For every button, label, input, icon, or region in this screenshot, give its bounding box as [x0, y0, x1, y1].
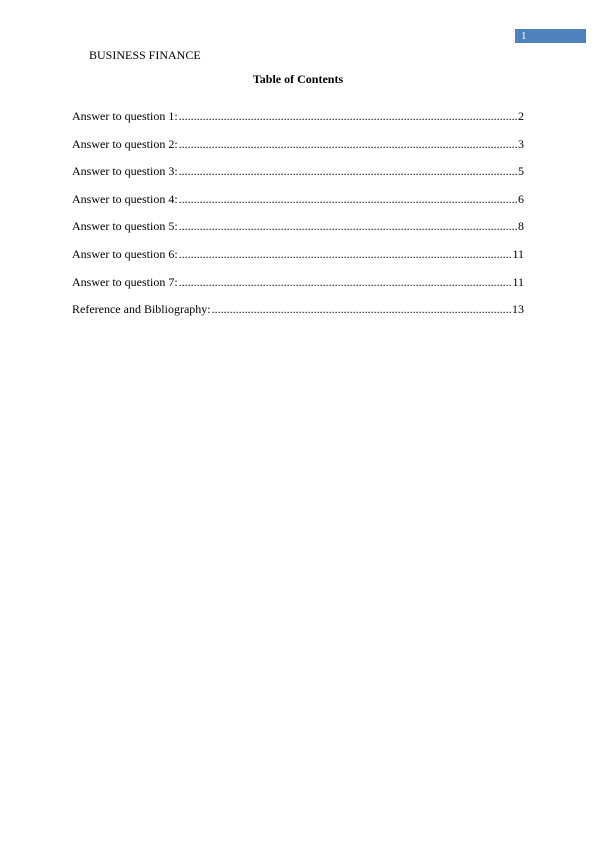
- toc-entry-label: Answer to question 4:: [72, 191, 178, 206]
- toc-title: Table of Contents: [252, 72, 344, 86]
- toc-dot-leader: [179, 164, 517, 178]
- toc-dot-leader: [179, 275, 512, 289]
- toc-entry-label: Answer to question 1:: [72, 109, 178, 123]
- toc-entry-label: Answer to question 6:: [72, 246, 178, 261]
- toc-entry-page: 6: [518, 191, 524, 206]
- toc-entry-label: Reference and Bibliography:: [72, 302, 211, 317]
- toc-dot-leader: [179, 219, 517, 233]
- toc-entry-question-6[interactable]: [72, 247, 524, 275]
- toc-entry-references[interactable]: [72, 302, 524, 330]
- toc-entry-question-7[interactable]: [72, 275, 524, 303]
- toc-entry-label: Answer to question 5:: [72, 219, 178, 234]
- toc-entry-label: Answer to question 3:: [72, 164, 178, 179]
- toc-entry-page: 5: [518, 164, 524, 179]
- toc-entry-label: Answer to question 7:: [72, 274, 178, 289]
- toc-dot-leader: [179, 137, 517, 151]
- table-of-contents: [72, 109, 524, 330]
- toc-entry-page: 8: [518, 219, 524, 234]
- running-header: BUSINESS FINANCE: [89, 48, 201, 62]
- toc-dot-leader: [179, 192, 517, 206]
- toc-entry-page: 11: [512, 274, 524, 289]
- toc-entry-label: Answer to question 2:: [72, 136, 178, 151]
- toc-entry-question-2[interactable]: [72, 137, 524, 165]
- toc-entry-page: 13: [512, 302, 524, 317]
- page-number: 1: [521, 30, 527, 42]
- toc-entry-question-4[interactable]: [72, 192, 524, 220]
- toc-dot-leader: [179, 247, 512, 261]
- toc-entry-page: 3: [518, 136, 524, 151]
- toc-dot-leader: [179, 109, 517, 123]
- toc-entry-question-5[interactable]: [72, 219, 524, 247]
- toc-entry-page: 2: [518, 109, 524, 123]
- toc-entry-page: 11: [512, 246, 524, 261]
- toc-entry-question-1[interactable]: [72, 109, 524, 137]
- toc-dot-leader: [212, 302, 511, 316]
- toc-entry-question-3[interactable]: [72, 164, 524, 192]
- page-number-badge: [515, 29, 586, 43]
